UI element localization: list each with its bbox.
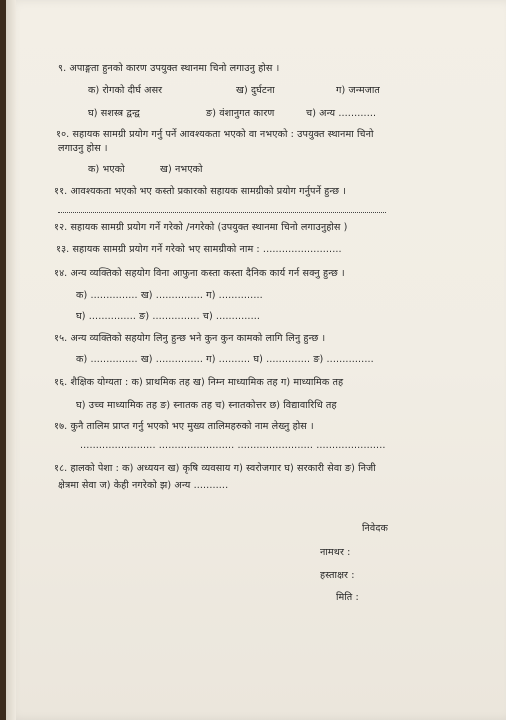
- q12-question: १२. सहायक सामग्री प्रयोग गर्ने गरेको /नगरेको (उपयुक्त स्थानमा चिनो लगाउनुहोस ): [54, 222, 348, 233]
- q13-question: १३. सहायक सामग्री प्रयोग गर्ने गरेको भए सामग्रीको नाम : .........................: [56, 244, 342, 255]
- q17-answer-blanks: ........................ ........................ ........................ ......................: [80, 440, 386, 451]
- q9-option-ga: ग) जन्मजात: [336, 85, 380, 96]
- q11-answer-line: [58, 212, 386, 213]
- q18-line1: १८. हालको पेशा : क) अध्ययन ख) कृषि व्यवसाय ग) स्वरोजगार घ) सरकारी सेवा ङ) निजी: [54, 463, 376, 474]
- q14-answers-row1: क) ............... ख) ............... ग) ..............: [76, 290, 263, 301]
- applicant-label: निवेदक: [362, 523, 389, 534]
- q9-option-nga: ङ) वंशानुगत कारण: [206, 108, 275, 119]
- q16-line1: १६. शैक्षिक योग्यता : क) प्राथमिक तह ख) निम्न माध्यामिक तह ग) माध्यामिक तह: [54, 377, 344, 388]
- q17-question: १७. कुनै तालिम प्राप्त गर्नु भएको भए मुख्य तालिमहरुको नाम लेख्नु होस ।: [54, 421, 314, 432]
- signature-label: हस्ताक्षर :: [320, 570, 355, 581]
- q14-answers-row2: घ) ............... ङ) ............... च) ..............: [76, 311, 261, 322]
- q10-question-line2: लगाउनु होस ।: [58, 143, 108, 154]
- q10-question-line1: १०. सहायक सामग्री प्रयोग गर्नु पर्ने आवश्यकता भएको वा नभएको : उपयुक्त स्थानमा चिनो: [56, 129, 374, 140]
- q14-question: १४. अन्य व्यक्तिको सहयोग विना आफुना कस्ता कस्ता दैनिक कार्य गर्न सक्नु हुन्छ ।: [54, 268, 345, 279]
- q18-line2: क्षेत्रमा सेवा ज) केही नगरेको झ) अन्य ...........: [58, 480, 229, 491]
- q9-option-gha: घ) सशस्त्र द्वन्द्व: [88, 108, 140, 119]
- q9-option-ka: क) रोगको दीर्घ असर: [88, 85, 163, 96]
- q11-question: ११. आवश्यकता भएको भए कस्तो प्रकारको सहायक सामग्रीको प्रयोग गर्नुपर्ने हुन्छ ।: [54, 186, 346, 197]
- q15-answers-row1: क) ............... ख) ............... ग) .......... घ) .............. ङ) ...............: [76, 354, 374, 365]
- q9-option-kha: ख) दुर्घटना: [236, 85, 275, 96]
- q15-question: १५. अन्य व्यक्तिको सहयोग लिनु हुन्छ भने कुन कुन कामको लागि लिनु हुन्छ ।: [54, 333, 326, 344]
- form-page: [6, 0, 506, 720]
- q16-line2: घ) उच्च माध्यामिक तह ङ) स्नातक तह च) स्नातकोत्तर छ) विद्यावारिधि तह: [76, 400, 337, 411]
- q9-option-cha: च) अन्य ............: [306, 108, 377, 119]
- q10-option-ka: क) भएको: [88, 164, 125, 175]
- paper-binding-edge: [6, 0, 16, 720]
- q9-question: ९. अपाङ्गता हुनको कारण उपयुक्त स्थानमा चिनो लगाउनु होस ।: [58, 63, 280, 74]
- date-label: मिति :: [336, 592, 359, 603]
- name-label: नामथर :: [320, 547, 351, 558]
- q10-option-kha: ख) नभएको: [160, 164, 203, 175]
